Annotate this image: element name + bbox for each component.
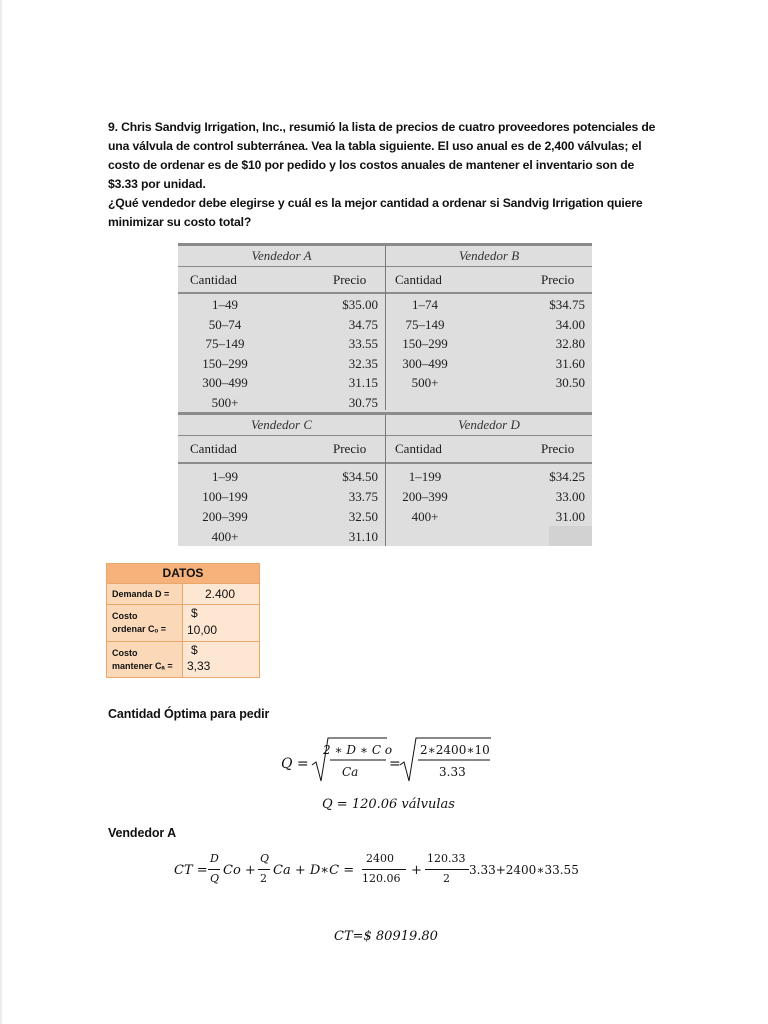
datos-row-demanda <box>107 583 259 604</box>
plus-sign: + <box>411 863 422 878</box>
fraction-bar <box>258 869 270 870</box>
sqrt-symbolic-denominator: Ca <box>342 765 359 779</box>
ordenar-label-line2: ordenar Cₒ = <box>112 624 166 634</box>
demanda-label: Demanda D = <box>112 589 170 599</box>
frac2-numerator: Q <box>260 852 270 865</box>
ordenar-value: 10,00 <box>187 623 218 637</box>
vendor-a-qty-header: Cantidad <box>190 272 237 287</box>
vendor-a-price: $35.00 <box>342 297 378 312</box>
vendor-b-qty: 300–499 <box>402 356 448 371</box>
ordenar-label-line1: Costo <box>112 611 138 621</box>
mantener-currency: $ <box>191 643 198 657</box>
demanda-value: 2.400 <box>205 587 236 601</box>
vendor-a-qty: 75–149 <box>205 336 245 351</box>
vendor-c-qty: 200–399 <box>202 509 248 524</box>
q-lhs: Q = <box>281 756 309 772</box>
vendor-b-qty: 1–74 <box>412 297 438 312</box>
problem-line: costo de ordenar es de $10 por pedido y los costos anuales de mantener el inventario son de <box>108 158 635 172</box>
problem-line: $3.33 por unidad. <box>108 177 206 191</box>
vendor-d-price: 33.00 <box>555 489 585 504</box>
problem-line: una válvula de control subterránea. Vea la tabla siguiente. El uso anual es de 2,400 válvulas; el <box>108 139 642 153</box>
datos-table <box>106 563 260 678</box>
vendor-price-tables <box>178 243 592 546</box>
vendor-d-title: Vendedor D <box>386 415 592 436</box>
fraction-bar <box>425 869 469 870</box>
vendor-c-price: 33.75 <box>348 489 378 504</box>
mantener-label-line1: Costo <box>112 648 138 658</box>
vendor-d-qty: 200–399 <box>402 489 448 504</box>
vendor-b-qty: 75–149 <box>405 317 445 332</box>
frac4-numerator: 120.33 <box>427 852 466 865</box>
vendor-a-heading: Vendedor A <box>108 826 176 840</box>
datos-title: DATOS <box>107 564 259 583</box>
vendor-a-price-header: Precio <box>333 272 367 287</box>
vendor-c-price-header: Precio <box>333 441 367 456</box>
vendor-a-price: 32.35 <box>348 356 378 371</box>
fraction-bar <box>208 869 220 870</box>
vendor-d-price-header: Precio <box>541 441 575 456</box>
vendor-a-qty: 300–499 <box>202 375 248 390</box>
vendor-b-qty: 500+ <box>411 375 439 390</box>
frac1-denominator: Q <box>210 872 220 885</box>
vendor-a-price: 34.75 <box>348 317 378 332</box>
vendor-c-qty: 100–199 <box>202 489 248 504</box>
vendor-b-title: Vendedor B <box>386 246 592 267</box>
sqrt-numeric-denominator: 3.33 <box>439 765 466 779</box>
vendor-a-qty: 500+ <box>211 395 239 410</box>
mantener-value: 3,33 <box>187 659 211 673</box>
datos-col-divider <box>182 605 183 641</box>
vendor-a-price: 30.75 <box>348 395 378 410</box>
ordenar-currency: $ <box>191 606 198 620</box>
vendor-c-price: 32.50 <box>348 509 378 524</box>
eoq-result: Q = 120.06 válvulas <box>322 797 455 812</box>
datos-col-divider <box>182 642 183 677</box>
vendor-d-qty: 400+ <box>411 509 439 524</box>
vendor-a-title: Vendedor A <box>178 246 385 267</box>
frac1-numerator: D <box>210 852 219 865</box>
blank-cell <box>549 526 592 546</box>
vendor-b-price: $34.75 <box>549 297 585 312</box>
eoq-heading: Cantidad Óptima para pedir <box>108 707 270 721</box>
co-term: Co + <box>223 863 256 878</box>
vendor-a-price: 33.55 <box>348 336 378 351</box>
page-edge <box>0 0 3 1024</box>
vendor-d-price: 31.00 <box>555 509 585 524</box>
sqrt-symbolic-numerator: 2 ∗ D ∗ C o <box>323 743 393 757</box>
vendor-a-qty: 1–49 <box>212 297 238 312</box>
fraction-bar <box>362 869 406 870</box>
mantener-label-line2: mantener Cₐ = <box>112 661 173 671</box>
column-divider <box>385 246 386 410</box>
vendor-a-price: 31.15 <box>348 375 378 390</box>
vendor-d-price: $34.25 <box>549 469 585 484</box>
frac2-denominator: 2 <box>260 872 267 885</box>
problem-statement <box>108 118 668 232</box>
vendor-a-qty: 50–74 <box>208 317 242 332</box>
vendor-c-price: $34.50 <box>342 469 378 484</box>
vendor-b-price: 30.50 <box>555 375 585 390</box>
vendor-c-price: 31.10 <box>348 529 378 544</box>
vendor-c-qty: 400+ <box>211 529 239 544</box>
datos-col-divider <box>182 584 183 604</box>
problem-line: 9. Chris Sandvig Irrigation, Inc., resumió la lista de precios de cuatro proveedores potenciales de <box>108 120 656 134</box>
vendor-b-qty: 150–299 <box>402 336 448 351</box>
vendor-b-price: 34.00 <box>555 317 585 332</box>
vendor-c-title: Vendedor C <box>178 415 385 436</box>
frac3-numerator: 2400 <box>366 852 394 865</box>
ct-result: CT=$ 80919.80 <box>334 929 438 944</box>
vendor-c-qty-header: Cantidad <box>190 441 237 456</box>
vendor-a-qty: 150–299 <box>202 356 248 371</box>
vendor-b-price: 32.80 <box>555 336 585 351</box>
sqrt-numeric-numerator: 2∗2400∗10 <box>420 743 490 757</box>
eoq-equals: = <box>389 756 401 772</box>
vendor-b-price: 31.60 <box>555 356 585 371</box>
vendor-b-price-header: Precio <box>541 272 575 287</box>
frac3-denominator: 120.06 <box>362 872 401 885</box>
tail-term: 3.33+2400∗33.55 <box>469 863 579 877</box>
vendor-c-qty: 1–99 <box>212 469 238 484</box>
vendor-d-qty-header: Cantidad <box>395 441 442 456</box>
datos-row-ordenar <box>107 604 259 641</box>
frac4-denominator: 2 <box>443 872 450 885</box>
ca-term: Ca + D∗C = <box>273 863 355 878</box>
vendor-d-qty: 1–199 <box>408 469 442 484</box>
question-line: minimizar su costo total? <box>108 215 252 229</box>
ct-lhs: CT = <box>174 863 208 878</box>
column-divider <box>385 415 386 546</box>
question-line: ¿Qué vendedor debe elegirse y cuál es la mejor cantidad a ordenar si Sandvig Irrigation quiere <box>108 196 643 210</box>
datos-row-mantener <box>107 641 259 677</box>
vendor-b-qty-header: Cantidad <box>395 272 442 287</box>
